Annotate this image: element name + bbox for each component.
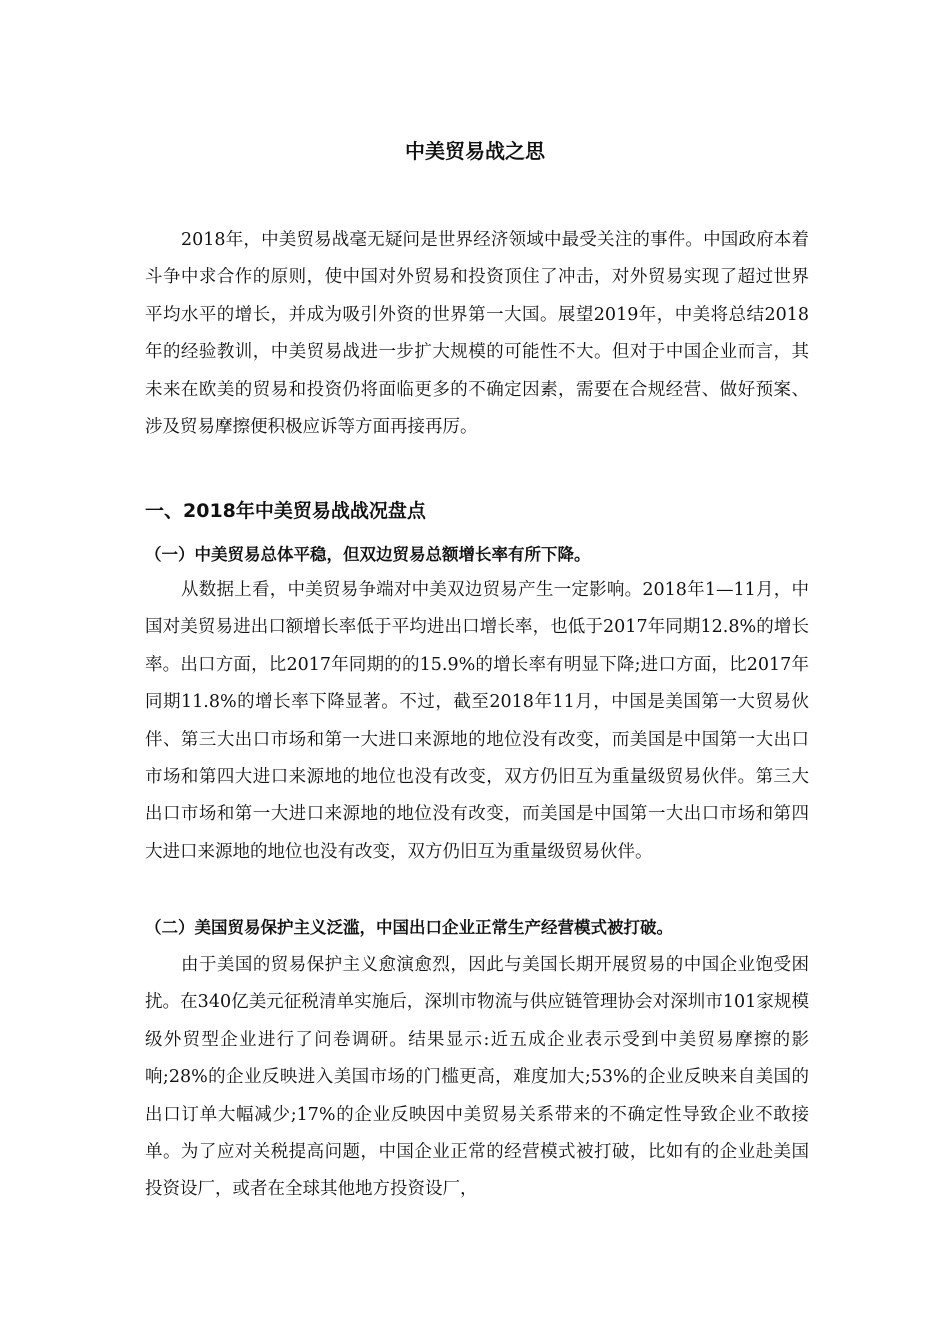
subsection-heading-1: （一）中美贸易总体平稳，但双边贸易总额增长率有所下降。 <box>145 545 591 564</box>
intro-paragraph: 2018年，中美贸易战毫无疑问是世界经济领域中最受关注的事件。中国政府本着斗争中求合作的原则，使中国对外贸易和投资顶住了冲击，对外贸易实现了超过世界平均水平的增长，并成为吸引外资的世界第一大国。展望2019年，中美将总结2018年的经验教训，中美贸易战进一步扩大规模的可能性不大。但对于中国企业而言，其未来在欧美的贸易和投资仍将面临更多的不确定因素，需要在合规经营、做好预案、涉及贸易摩擦便积极应诉等方面再接再厉。 <box>145 230 809 438</box>
subsection-paragraph-1: 从数据上看，中美贸易争端对中美双边贸易产生一定影响。2018年1—11月，中国对美贸易进出口额增长率低于平均进出口增长率，也低于2017年同期12.8%的增长率。出口方面，比2017年同期的的15.9%的增长率有明显下降;进口方面，比2017年同期11.8%的增长率下降显著。不过，截至2018年11月，中国是美国第一大贸易伙伴、第三大出口市场和第一大进口来源地的地位没有改变，而美国是中国第一大出口市场和第四大进口来源地的地位也没有改变，双方仍旧互为重量级贸易伙伴。第三大出口市场和第一大进口来源地的地位没有改变，而美国是中国第一大出口市场和第四大进口来源地的地位也没有改变，双方仍旧互为重量级贸易伙伴。 <box>145 580 809 862</box>
subsection-heading-2: （二）美国贸易保护主义泛滥，中国出口企业正常生产经营模式被打破。 <box>145 918 673 937</box>
section-heading: 一、2018年中美贸易战战况盘点 <box>145 500 426 522</box>
document-title: 中美贸易战之思 <box>405 139 545 163</box>
subsection-paragraph-2: 由于美国的贸易保护主义愈演愈烈，因此与美国长期开展贸易的中国企业饱受困扰。在340亿美元征税清单实施后，深圳市物流与供应链管理协会对深圳市101家规模级外贸型企业进行了问卷调研。结果显示:近五成企业表示受到中美贸易摩擦的影响;28%的企业反映进入美国市场的门槛更高，难度加大;53%的企业反映来自美国的出口订单大幅减少;17%的企业反映因中美贸易关系带来的不确定性导致企业不敢接单。为了应对关税提高问题，中国企业正常的经营模式被打破，比如有的企业赴美国投资设厂，或者在全球其他地方投资设厂， <box>145 955 809 1200</box>
